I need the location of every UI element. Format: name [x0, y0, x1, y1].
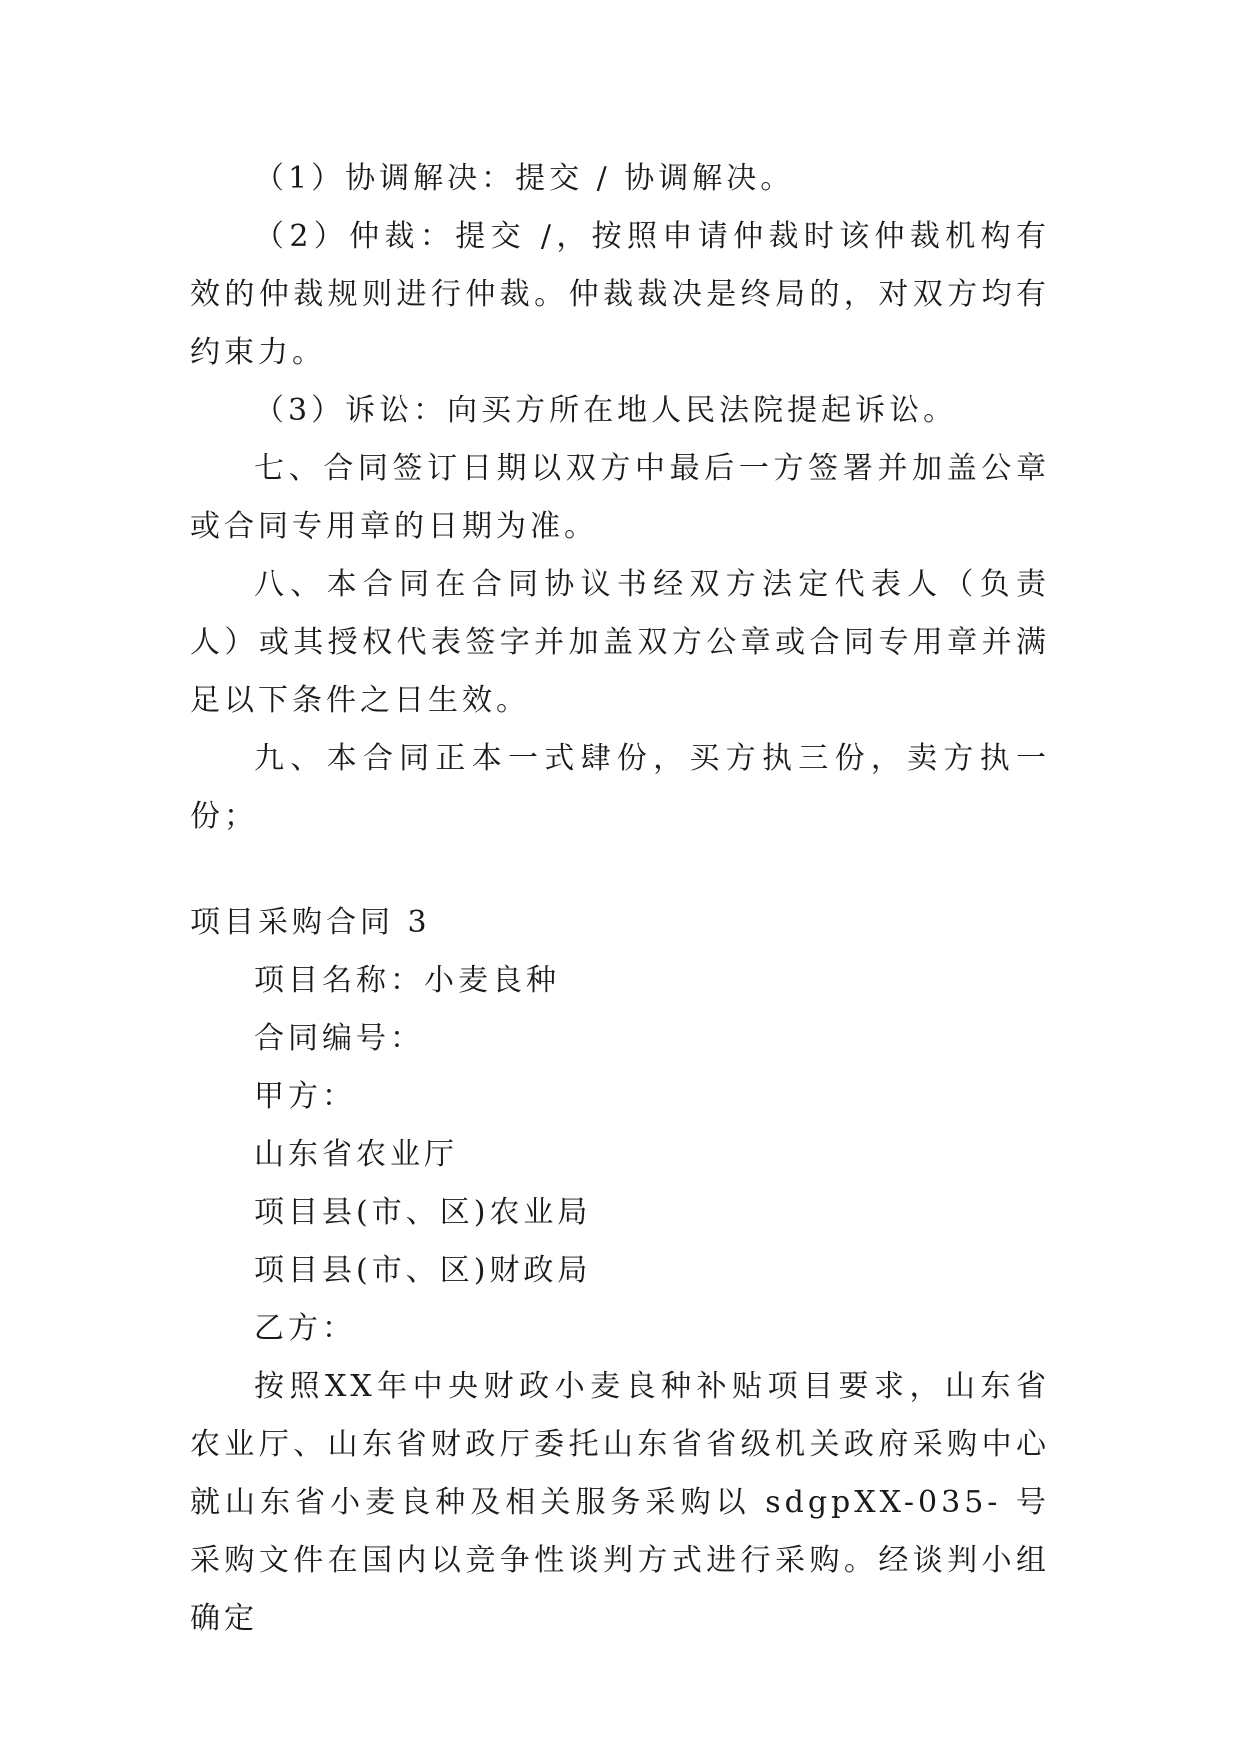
party-a-label: 甲方：: [254, 1079, 356, 1114]
paragraph-arbitration-3: （3）诉讼：向买方所在地人民法院提起诉讼。: [254, 393, 958, 428]
paragraph-arbitration-1: （1）协调解决：提交 / 协调解决。: [254, 161, 795, 196]
paragraph-procurement-intro: 按照XX年中央财政小麦良种补贴项目要求，山东省农业厅、山东省财政厅委托山东省省级机关政府采购中心就山东省小麦良种及相关服务采购以 sdgpXX-035- 号采购文件在国内以竞争性谈判方式进行采购。经谈判小组确定: [190, 1369, 1050, 1636]
paragraph-clause-7: 七、合同签订日期以双方中最后一方签署并加盖公章或合同专用章的日期为准。: [190, 451, 1050, 544]
paragraph-arbitration-2: （2）仲裁：提交 /，按照申请仲裁时该仲裁机构有效的仲裁规则进行仲裁。仲裁裁决是终局的，对双方均有约束力。: [190, 219, 1050, 370]
paragraph-clause-9: 九、本合同正本一式肆份，买方执三份，卖方执一份；: [190, 741, 1050, 834]
contract-number-line: 合同编号：: [254, 1021, 424, 1056]
party-a-entity-3: 项目县(市、区)财政局: [254, 1253, 592, 1288]
paragraph-clause-8: 八、本合同在合同协议书经双方法定代表人（负责人）或其授权代表签字并加盖双方公章或合同专用章并满足以下条件之日生效。: [190, 567, 1050, 718]
section-gap: [190, 846, 1050, 894]
party-a-entity-2: 项目县(市、区)农业局: [254, 1195, 592, 1230]
party-a-entity-1: 山东省农业厅: [254, 1137, 458, 1172]
section-title: 项目采购合同 3: [190, 905, 431, 940]
document-body: [190, 150, 1050, 1648]
project-name-line: 项目名称：小麦良种: [254, 963, 560, 998]
party-b-label: 乙方：: [254, 1311, 356, 1346]
